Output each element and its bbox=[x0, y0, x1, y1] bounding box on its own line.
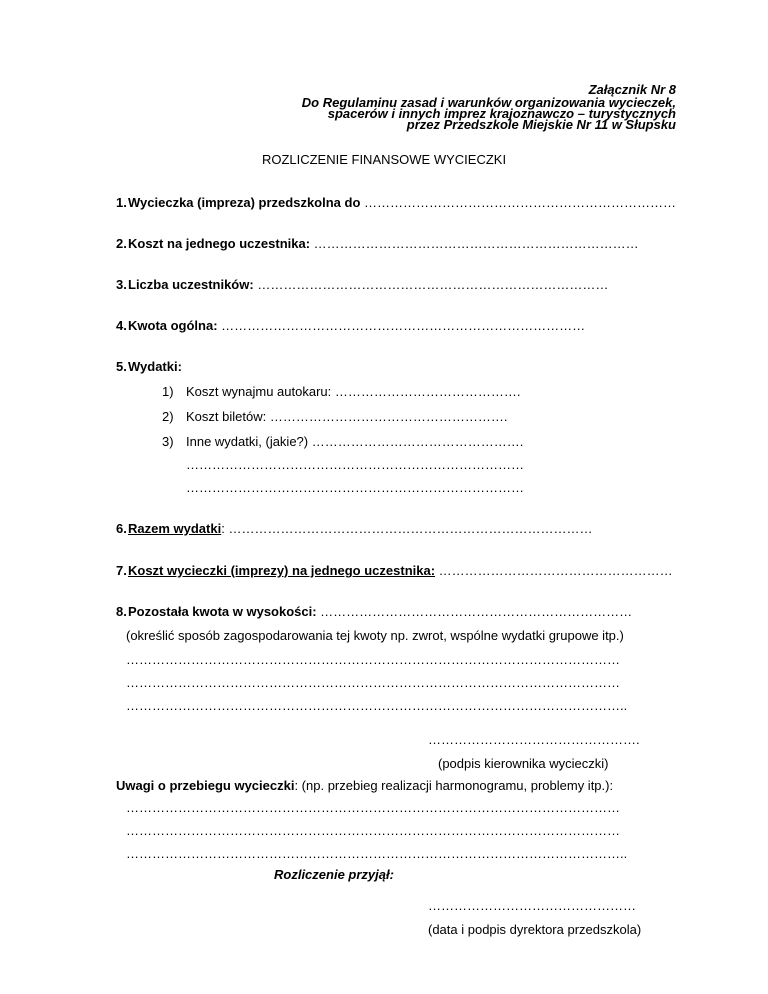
remaining-fill-line[interactable]: …………………………………………………………………………………………………….. bbox=[126, 698, 628, 713]
section-number: 4. bbox=[116, 318, 127, 333]
leader-signature-caption: (podpis kierownika wycieczki) bbox=[438, 756, 609, 771]
remarks-heading bbox=[116, 778, 613, 793]
section-number: 6. bbox=[116, 521, 127, 536]
section-label: Koszt na jednego uczestnika: bbox=[128, 236, 311, 251]
expense-text: Koszt biletów: ………………………………………………. bbox=[186, 409, 508, 424]
section-3 bbox=[116, 277, 608, 292]
fill-in-line[interactable]: ………………………………………………………………… bbox=[310, 236, 639, 251]
document-title: ROZLICZENIE FINANSOWE WYCIECZKI bbox=[261, 152, 507, 167]
section-number: 3. bbox=[116, 277, 127, 292]
section-colon: : bbox=[221, 521, 225, 536]
leader-signature-line[interactable]: …………………………………………. bbox=[428, 732, 640, 747]
fill-in-line[interactable]: ……………………………………………………………… bbox=[360, 195, 677, 210]
annex-number: Załącznik Nr 8 bbox=[588, 82, 676, 97]
fill-in-line[interactable]: ………………………………………………………………………… bbox=[224, 521, 593, 536]
expense-number: 2) bbox=[162, 409, 174, 424]
section-8 bbox=[116, 604, 632, 619]
section-label: Liczba uczestników: bbox=[128, 277, 254, 292]
fill-in-line[interactable]: ……………………………………………………………… bbox=[316, 604, 633, 619]
expense-number: 1) bbox=[162, 384, 174, 399]
expense-item[interactable] bbox=[162, 409, 507, 424]
remarks-fill-line[interactable]: …………………………………………………………………………………………………… bbox=[126, 800, 620, 815]
section-1 bbox=[116, 195, 676, 210]
remarks-fill-line[interactable]: …………………………………………………………………………………………………… bbox=[126, 823, 620, 838]
section-label: Pozostała kwota w wysokości: bbox=[128, 604, 317, 619]
expense-item[interactable] bbox=[162, 384, 520, 399]
fill-in-line[interactable]: ……………………………………………………………………… bbox=[253, 277, 609, 292]
director-signature-caption: (data i podpis dyrektora przedszkola) bbox=[428, 922, 642, 937]
section-number: 2. bbox=[116, 236, 127, 251]
remarks-label: Uwagi o przebiegu wycieczki bbox=[116, 778, 295, 793]
fill-in-line[interactable]: ……………………………………………… bbox=[435, 563, 673, 578]
remarks-fill-line[interactable]: …………………………………………………………………………………………………….. bbox=[126, 846, 628, 861]
section-label: Wydatki: bbox=[128, 359, 182, 374]
section-number: 8. bbox=[116, 604, 127, 619]
section-label: Koszt wycieczki (imprezy) na jednego uczestnika: bbox=[128, 563, 436, 578]
section-number: 5. bbox=[116, 359, 127, 374]
section-6 bbox=[116, 521, 592, 536]
remaining-fill-line[interactable]: …………………………………………………………………………………………………… bbox=[126, 652, 620, 667]
expense-text: Inne wydatki, (jakie?) …………………………………………. bbox=[186, 434, 524, 449]
expense-item[interactable] bbox=[162, 434, 523, 449]
annex-line-2: spacerów i innych imprez krajoznawczo – turystycznych bbox=[327, 106, 676, 121]
director-signature-line[interactable]: ………………………………………… bbox=[428, 898, 636, 913]
section-number: 7. bbox=[116, 563, 127, 578]
fill-in-line[interactable]: ………………………………………………………………………… bbox=[217, 318, 586, 333]
section-label: Kwota ogólna: bbox=[128, 318, 218, 333]
remaining-note: (określić sposób zagospodarowania tej kwoty np. zwrot, wspólne wydatki grupowe itp.) bbox=[126, 628, 624, 643]
remarks-text: : (np. przebieg realizacji harmonogramu, problemy itp.): bbox=[294, 778, 614, 793]
section-2 bbox=[116, 236, 639, 251]
annex-line-1: Do Regulaminu zasad i warunków organizowania wycieczek, bbox=[301, 95, 676, 110]
section-label: Razem wydatki bbox=[128, 521, 222, 536]
section-number: 1. bbox=[116, 195, 127, 210]
expense-text: Koszt wynajmu autokaru: ……………………………………. bbox=[186, 384, 521, 399]
section-4 bbox=[116, 318, 585, 333]
expense-fill-line[interactable]: …………………………………………………………………… bbox=[186, 457, 524, 472]
annex-line-3: przez Przedszkole Miejskie Nr 11 w Słupsku bbox=[406, 117, 676, 132]
expense-number: 3) bbox=[162, 434, 174, 449]
section-7 bbox=[116, 563, 673, 578]
remaining-fill-line[interactable]: …………………………………………………………………………………………………… bbox=[126, 675, 620, 690]
expense-fill-line[interactable]: …………………………………………………………………… bbox=[186, 480, 524, 495]
section-label: Wycieczka (impreza) przedszkolna do bbox=[128, 195, 361, 210]
section-5 bbox=[116, 359, 182, 374]
accepted-by-label: Rozliczenie przyjął: bbox=[274, 867, 394, 882]
